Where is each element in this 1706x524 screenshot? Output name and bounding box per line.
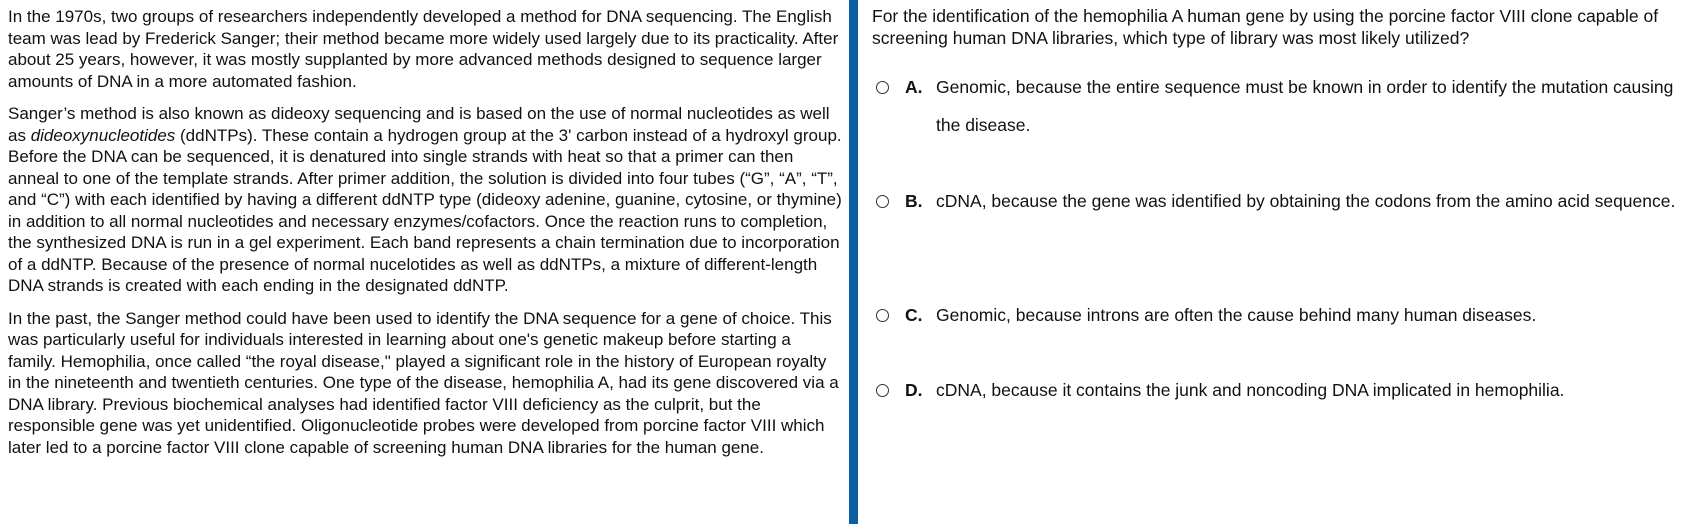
radio-button-icon[interactable] xyxy=(876,81,889,94)
choice-text: Genomic, because the entire sequence must be known in order to identify the mutation causing the disease. xyxy=(936,77,1674,135)
choice-letter: A. xyxy=(905,77,923,97)
question-stem: For the identification of the hemophilia A human gene by using the porcine factor VIII clone capable of screening human DNA libraries, which type of library was most likely utilized? xyxy=(872,6,1659,48)
passage-panel xyxy=(8,6,843,469)
passage-paragraph-1: In the 1970s, two groups of researchers independently developed a method for DNA sequencing. The English team was lead by Frederick Sanger; their method became more widely used largely due to its practicality. After about 25 years, however, it was mostly supplanted by more advanced methods designed to sequence larger amounts of DNA in a more automated fashion. xyxy=(8,7,839,91)
passage-paragraph-2-text-a: Sanger’s method is also known as dideoxy sequencing and is based on the use of normal nucleotides as well as xyxy=(8,104,830,145)
choice-letter: B. xyxy=(905,191,923,211)
passage-paragraph-2 xyxy=(8,103,843,297)
radio-button-icon[interactable] xyxy=(876,309,889,322)
choice-letter: D. xyxy=(905,380,923,400)
choice-text: cDNA, because it contains the junk and noncoding DNA implicated in hemophilia. xyxy=(936,380,1565,400)
choice-text: cDNA, because the gene was identified by obtaining the codons from the amino acid sequence. xyxy=(936,191,1676,211)
question-panel xyxy=(872,6,1702,400)
panel-divider[interactable] xyxy=(849,0,858,524)
passage-paragraph-2-text-b: (ddNTPs). These contain a hydrogen group at the 3' carbon instead of a hydroxyl group. Before the DNA can be sequenced, it is denatured into single strands with heat so that a primer can then anneal to one of the template strands. After primer addition, the solution is divided into four tubes (“G”, “A”, “T”, and “C”) with each identified by having a different ddNTP type (dideoxy adenine, guanine, cytosine, or thymine) in addition to all normal nucleotides and necessary enzymes/cofactors. Once the reaction runs to completion, the synthesized DNA is run in a gel experiment. Each band represents a chain termination due to incorporation of a ddNTP. Because of the presence of normal nucelotides as well as ddNTPs, a mixture of different-length DNA strands is created with each ending in the designated ddNTP. xyxy=(8,125,842,295)
radio-button-icon[interactable] xyxy=(876,384,889,397)
choice-text: Genomic, because introns are often the cause behind many human diseases. xyxy=(936,305,1537,325)
choice-letter: C. xyxy=(905,305,923,325)
radio-button-icon[interactable] xyxy=(876,195,889,208)
passage-term-dideoxynucleotides: dideoxynucleotides xyxy=(30,125,176,145)
passage-paragraph-3: In the past, the Sanger method could have been used to identify the DNA sequence for a gene of choice. This was particularly useful for individuals interested in learning about one's genetic makeup before starting a family. Hemophilia, once called “the royal disease," played a significant role in the history of European royalty in the nineteenth and twentieth centuries. One type of the disease, hemophilia A, had its gene discovered via a DNA library. Previous biochemical analyses had identified factor VIII deficiency as the culprit, but the responsible gene was yet unidentified. Oligonucleotide probes were developed from porcine factor VIII which later led to a porcine factor VIII clone capable of screening human DNA libraries for the human gene. xyxy=(8,308,839,457)
